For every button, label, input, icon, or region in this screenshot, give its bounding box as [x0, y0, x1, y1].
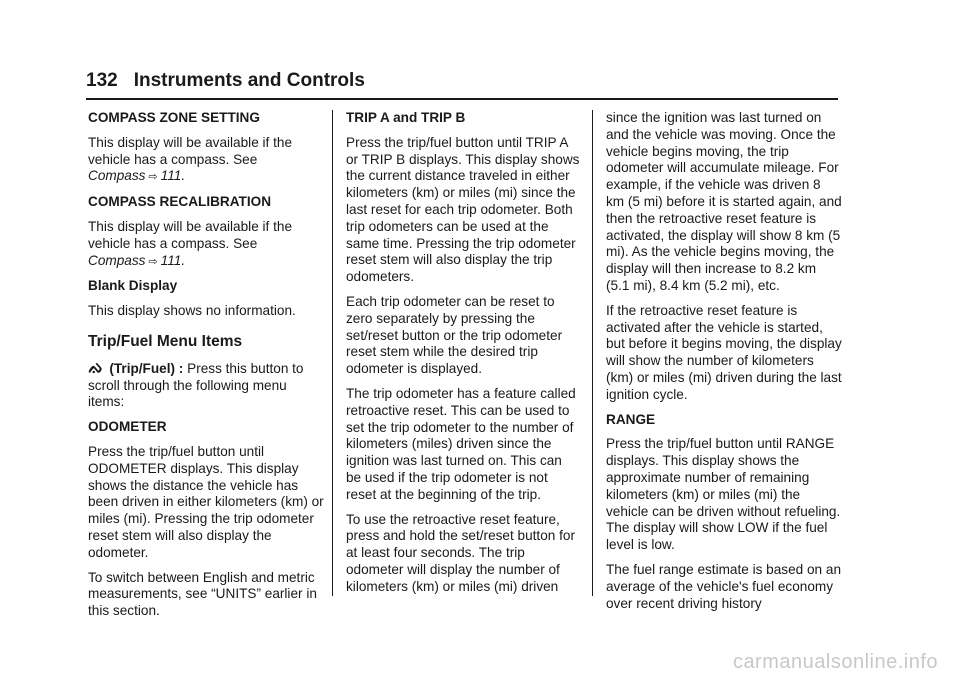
xref-compass-link[interactable] — [88, 253, 185, 268]
heading-odometer: ODOMETER — [88, 419, 167, 435]
page-title: Instruments and Controls — [133, 70, 365, 91]
xref-label: Compass — [88, 252, 146, 268]
paragraph-trip-4: To use the retroactive reset feature, press and hold the set/reset button for at least four seconds. The trip odometer will display the number of kilometers (km) or miles (mi) driven — [346, 511, 575, 594]
paragraph-trip-fuel-button — [88, 361, 324, 411]
trip-fuel-icon: ᨁ — [88, 359, 104, 377]
page-number: 132 — [86, 70, 118, 91]
paragraph-retroactive-2: If the retroactive reset feature is activated after the vehicle is started, but before it begins moving, the display will show the number of kilometers (km) or miles (mi) driven during the last ignition cycle. — [606, 302, 842, 402]
paragraph-blank-display: This display shows no information. — [88, 303, 296, 319]
column-3 — [606, 110, 842, 620]
column-divider — [332, 110, 333, 596]
paragraph-compass-zone — [88, 135, 324, 186]
paragraph-units: To switch between English and metric measurements, see “UNITS” earlier in this section. — [88, 569, 317, 619]
xref-label: Compass — [88, 168, 146, 184]
heading-compass-zone: COMPASS ZONE SETTING — [88, 110, 260, 125]
trip-fuel-text: Press this button to scroll through the following menu items: — [88, 360, 304, 410]
column-2 — [346, 110, 580, 604]
paragraph-trip-1: Press the trip/fuel button until TRIP A or TRIP B displays. This display shows the current distance traveled in either kilometers (km) or miles (mi) since the last reset for each trip odometer. Both trip odometers can be used at the same time. Pressing the trip odometer reset stem will also display the trip odometers. — [346, 134, 580, 285]
heading-trip-a-b: TRIP A and TRIP B — [346, 110, 466, 125]
xref-arrow-icon: ⇨ — [148, 171, 158, 184]
heading-range: RANGE — [606, 411, 656, 427]
xref-compass-link[interactable] — [88, 168, 185, 183]
paragraph-range-1: Press the trip/fuel button until RANGE displays. This display shows the approximate number of remaining kilometers (km) or miles (mi) the vehicle can be driven without refueling. The display will show LOW if the fuel level is low. — [606, 436, 841, 553]
xref-page: 111 — [160, 252, 182, 268]
heading-compass-recalibration: COMPASS RECALIBRATION — [88, 194, 272, 210]
trip-fuel-label: (Trip/Fuel) : — [109, 360, 184, 376]
section-title-trip-fuel: Trip/Fuel Menu Items — [88, 332, 243, 350]
xref-end: . — [181, 252, 186, 268]
watermark: carmanualsonline.info — [732, 651, 938, 673]
paragraph-compass-recalibration — [88, 219, 324, 270]
paragraph-range-2: The fuel range estimate is based on an average of the vehicle's fuel economy over recent driving history — [606, 561, 842, 611]
xref-end: . — [181, 168, 186, 184]
xref-arrow-icon: ⇨ — [148, 255, 158, 268]
paragraph-retroactive-1: since the ignition was last turned on and the vehicle was moving. Once the vehicle begins moving, the trip odometer will accumulate mileage. For example, if the vehicle was driven 8 km (5 mi) before it is started again, and then the retroactive reset feature is activated, the display will show 8 km (5 mi). As the vehicle begins moving, the display will then increase to 8.2 km (5.1 mi), 8.4 km (5.2 mi), etc. — [606, 110, 842, 293]
xref-page: 111 — [160, 168, 182, 184]
page-header — [86, 66, 838, 100]
column-1 — [88, 110, 324, 628]
paragraph-odometer: Press the trip/fuel button until ODOMETER displays. This display shows the distance the vehicle has been driven in either kilometers (km) or miles (mi). Pressing the trip odometer reset stem will also display the odometer. — [88, 443, 324, 560]
paragraph-text: This display will be available if the vehicle has a compass. See — [88, 218, 293, 251]
paragraph-trip-3: The trip odometer has a feature called retroactive reset. This can be used to set the trip odometer to the number of kilometers (miles) driven since the ignition was last turned on. This can be used if the trip odometer is not reset at the beginning of the trip. — [346, 385, 576, 502]
heading-blank-display: Blank Display — [88, 278, 178, 294]
paragraph-trip-2: Each trip odometer can be reset to zero separately by pressing the set/reset button or the trip odometer reset stem while the desired trip odometer is displayed. — [346, 293, 563, 377]
column-divider — [592, 110, 593, 596]
paragraph-text: This display will be available if the vehicle has a compass. See — [88, 134, 293, 167]
